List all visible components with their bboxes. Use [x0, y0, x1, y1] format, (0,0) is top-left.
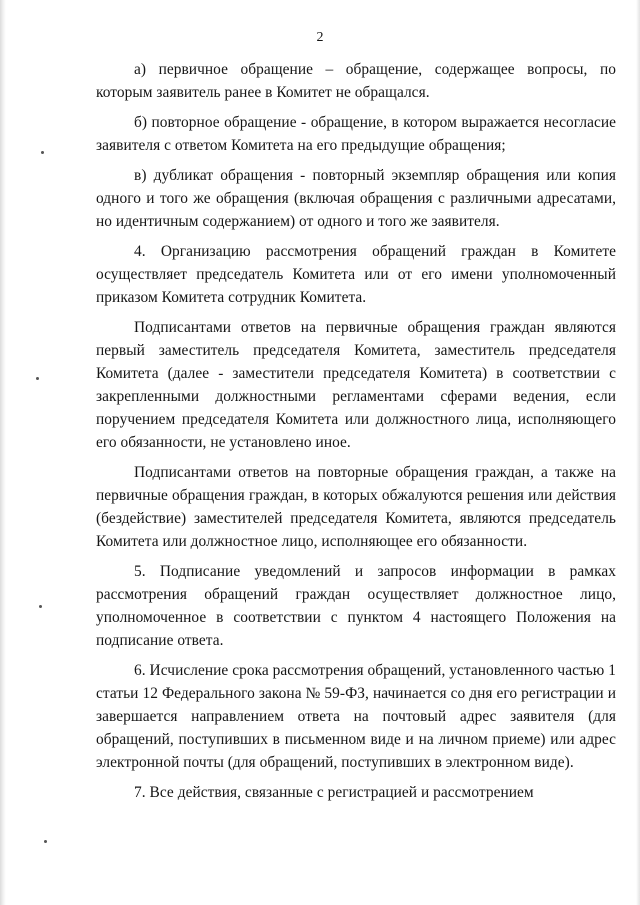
paragraph-definition-a: а) первичное обращение – обращение, содержащее вопросы, по которым заявитель ранее в Комитет не обращался.	[96, 61, 616, 101]
scan-speck	[36, 377, 39, 380]
paragraph-item-7: 7. Все действия, связанные с регистрацией и рассмотрением	[134, 784, 534, 801]
scan-edge-left	[0, 0, 6, 905]
paragraph-signatories-repeat: Подписантами ответов на повторные обращения граждан, а также на первичные обращения граждан, в которых обжалуются решения или действия (бездействие) заместителей председателя Комитета, являются председатель Комитета или должностное лицо, исполняющее его обязанности.	[96, 464, 616, 550]
paragraph-signatories-primary: Подписантами ответов на первичные обращения граждан являются первый заместитель председателя Комитета, заместитель председателя Комитета (далее - заместители председателя Комитета) в соответствии с закрепленными должностными регламентами сферами ведения, если поручением председателя Комитета или должностного лица, исполняющего его обязанности, не установлено иное.	[96, 319, 616, 451]
scan-edge-right	[636, 0, 640, 905]
document-body	[96, 58, 616, 811]
paragraph-item-4: 4. Организацию рассмотрения обращений граждан в Комитете осуществляет председатель Комитета или от его имени уполномоченный приказом Комитета сотрудник Комитета.	[96, 243, 616, 306]
scan-speck	[41, 151, 44, 154]
paragraph-item-6: 6. Исчисление срока рассмотрения обращений, установленного частью 1 статьи 12 Федерального закона № 59-ФЗ, начинается со дня его регистрации и завершается направлением ответа на почтовый адрес заявителя (для обращений, поступивших в письменном виде и на личном приеме) или адрес электронной почты (для обращений, поступивших в электронном виде).	[96, 662, 616, 771]
scan-speck	[44, 840, 47, 843]
paragraph-definition-c: в) дубликат обращения - повторный экземпляр обращения или копия одного и того же обращения (включая обращения с различными адресатами, но идентичным содержанием) от одного и того же заявителя.	[96, 167, 616, 230]
paragraph-definition-b: б) повторное обращение - обращение, в котором выражается несогласие заявителя с ответом Комитета на его предыдущие обращения;	[96, 114, 616, 154]
page-number: 2	[316, 30, 324, 45]
scan-speck	[39, 605, 42, 608]
paragraph-item-5: 5. Подписание уведомлений и запросов информации в рамках рассмотрения обращений граждан осуществляет должностное лицо, уполномоченное в соответствии с пунктом 4 настоящего Положения на подписание ответа.	[96, 563, 616, 649]
